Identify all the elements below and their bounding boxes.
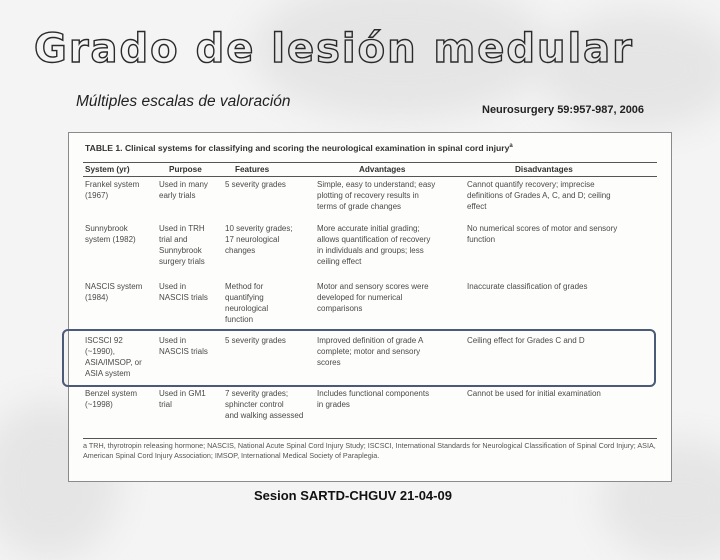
table-caption-label: TABLE 1. bbox=[85, 143, 123, 153]
table-cell-system: Sunnybrook system (1982) bbox=[85, 224, 136, 244]
table-cell-disadvantages: No numerical scores of motor and sensory function bbox=[467, 224, 618, 244]
table-cell-features: 5 severity grades bbox=[225, 336, 286, 345]
slide-title: Grado de lesión medular bbox=[34, 26, 634, 72]
table-cell-disadvantages: Cannot quantify recovery; imprecise definitions of Grades A, C, and D; ceiling effect bbox=[467, 180, 611, 211]
table-cell-advantages: Improved definition of grade A complete; motor and sensory scores bbox=[317, 336, 424, 367]
table-cell-advantages: Includes functional components in grades bbox=[317, 389, 430, 409]
table-cell-system: NASCIS system (1984) bbox=[85, 282, 143, 302]
table-caption-text: Clinical systems for classifying and scoring the neurological examination in spinal cord injury bbox=[124, 143, 510, 153]
table-cell-disadvantages: Ceiling effect for Grades C and D bbox=[467, 336, 585, 345]
table-cell-features: 10 severity grades; 17 neurological changes bbox=[225, 224, 293, 255]
table-caption-mark: a bbox=[509, 143, 513, 150]
table-bottom-rule bbox=[83, 438, 657, 439]
table-caption bbox=[85, 143, 513, 153]
table-cell-system: Benzel system (~1998) bbox=[85, 389, 138, 409]
table-cell-advantages: Simple, easy to understand; easy plotting of recovery results in terms of grade changes bbox=[317, 180, 436, 211]
citation-reference: Neurosurgery 59:957-987, 2006 bbox=[482, 104, 645, 116]
table-cell-system: Frankel system (1967) bbox=[85, 180, 140, 200]
header-advantages: Advantages bbox=[359, 165, 406, 174]
table-figure bbox=[68, 132, 672, 482]
table-cell-purpose: Used in many early trials bbox=[159, 180, 208, 200]
table-cell-features: 7 severity grades; sphincter control and walking assessed bbox=[225, 389, 304, 420]
table-top-rule bbox=[83, 162, 657, 163]
table-header-rule bbox=[83, 176, 657, 177]
table-footnote: a TRH, thyrotropin releasing hormone; NASCIS, National Acute Spinal Cord Injury Study; ISCSCI, International Standards for Neurological Classification of Spinal Cord Injury; ASIA, American Spinal Cord Injury Association; IMSOP, International Medical Society of Paraplegia. bbox=[83, 441, 656, 460]
header-features: Features bbox=[235, 165, 270, 174]
table-cell-features: 5 severity grades bbox=[225, 180, 286, 189]
table-cell-system: ISCSCI 92 (~1990), ASIA/IMSOP, or ASIA system bbox=[85, 336, 142, 378]
header-purpose: Purpose bbox=[169, 165, 202, 174]
table-cell-purpose: Used in GM1 trial bbox=[159, 389, 206, 409]
table-cell-features: Method for quantifying neurological function bbox=[225, 282, 269, 324]
table-cell-disadvantages: Inaccurate classification of grades bbox=[467, 282, 588, 291]
header-system: System (yr) bbox=[85, 165, 130, 174]
table-cell-advantages: Motor and sensory scores were developed for numerical comparisons bbox=[317, 282, 429, 313]
header-disadvantages: Disadvantages bbox=[515, 165, 573, 174]
slide-subtitle: Múltiples escalas de valoración bbox=[76, 93, 291, 110]
session-footer: Sesion SARTD-CHGUV 21-04-09 bbox=[254, 488, 452, 503]
table-cell-advantages: More accurate initial grading; allows quantification of recovery in individuals and groups; less ceiling effect bbox=[317, 224, 431, 266]
table-cell-purpose: Used in NASCIS trials bbox=[159, 336, 208, 356]
table-cell-disadvantages: Cannot be used for initial examination bbox=[467, 389, 601, 398]
table-cell-purpose: Used in NASCIS trials bbox=[159, 282, 208, 302]
table-cell-purpose: Used in TRH trial and Sunnybrook surgery trials bbox=[159, 224, 205, 266]
